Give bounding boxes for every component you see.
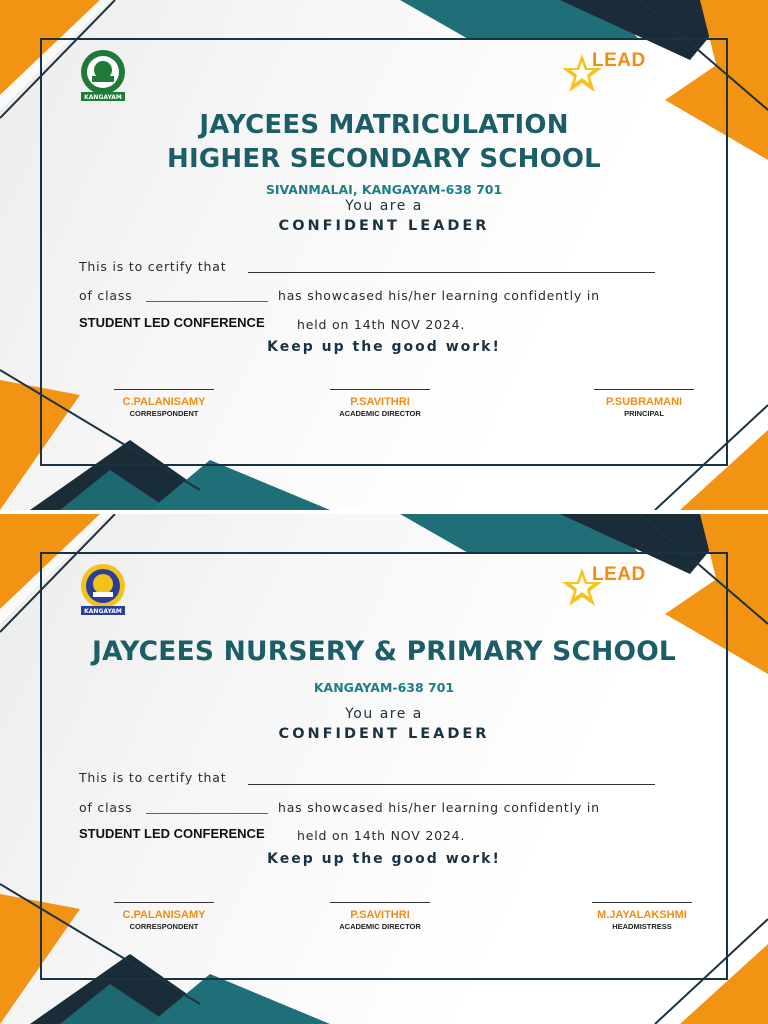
signature-line: [114, 902, 214, 903]
logo-label: KANGAYAM: [84, 94, 122, 101]
signatory-name: C.PALANISAMY: [122, 396, 206, 408]
keep-up-text: Keep up the good work!: [267, 851, 501, 867]
signature-line: [592, 902, 692, 903]
held-on-text: held on 14th NOV 2024.: [297, 828, 466, 843]
award-title: CONFIDENT LEADER: [278, 218, 490, 234]
signature-academic-director: [290, 902, 470, 931]
signatory-role: ACADEMIC DIRECTOR: [339, 409, 421, 418]
school-address: SIVANMALAI, KANGAYAM-638 701: [265, 182, 503, 197]
student-name-line: [248, 272, 655, 273]
certificate-secondary: [0, 0, 768, 510]
certify-text: This is to certify that: [79, 770, 227, 785]
school-name-line-1: JAYCEES MATRICULATION: [199, 110, 569, 140]
signatory-role: CORRESPONDENT: [129, 409, 199, 418]
class-line: [146, 813, 268, 814]
signature-line: [330, 902, 430, 903]
signature-line: [114, 389, 214, 390]
signature-line: [594, 389, 694, 390]
school-address: KANGAYAM-638 701: [313, 680, 455, 695]
signatory-role: ACADEMIC DIRECTOR: [339, 922, 421, 931]
school-logo-icon: [78, 562, 128, 616]
signatory-name: P.SAVITHRI: [350, 396, 410, 408]
signatory-role: PRINCIPAL: [624, 409, 664, 418]
signature-correspondent: [74, 389, 254, 418]
event-name: STUDENT LED CONFERENCE: [79, 826, 265, 841]
event-name: STUDENT LED CONFERENCE: [79, 315, 265, 330]
showcased-text: has showcased his/her learning confidently in: [278, 288, 600, 303]
signatory-role: CORRESPONDENT: [129, 922, 199, 931]
you-are-text: You are a: [345, 706, 423, 722]
of-class-text: of class: [79, 800, 133, 815]
showcased-text: has showcased his/her learning confidently in: [278, 800, 600, 815]
signatory-name: M.JAYALAKSHMI: [597, 909, 687, 921]
signature-line: [330, 389, 430, 390]
class-line: [146, 301, 268, 302]
school-logo-icon: [78, 48, 128, 102]
student-name-line: [248, 784, 655, 785]
logo-label: KANGAYAM: [84, 608, 122, 615]
signature-principal: [554, 389, 734, 418]
certify-text: This is to certify that: [79, 259, 227, 274]
you-are-text: You are a: [345, 198, 423, 214]
signatory-role: HEADMISTRESS: [612, 922, 672, 931]
lead-badge-text: LEAD: [592, 564, 646, 585]
award-title: CONFIDENT LEADER: [278, 726, 490, 742]
lead-badge-text: LEAD: [592, 50, 646, 71]
signatory-name: P.SAVITHRI: [350, 909, 410, 921]
held-on-text: held on 14th NOV 2024.: [297, 317, 466, 332]
signature-correspondent: [74, 902, 254, 931]
signatory-name: P.SUBRAMANI: [605, 396, 683, 408]
keep-up-text: Keep up the good work!: [267, 339, 501, 355]
school-name-line-2: HIGHER SECONDARY SCHOOL: [167, 144, 601, 174]
school-name-line-1: JAYCEES NURSERY & PRIMARY SCHOOL: [91, 636, 677, 667]
signature-headmistress: [552, 902, 732, 931]
certificate-primary: [0, 514, 768, 1024]
of-class-text: of class: [79, 288, 133, 303]
signature-academic-director: [290, 389, 470, 418]
signatory-name: C.PALANISAMY: [122, 909, 206, 921]
